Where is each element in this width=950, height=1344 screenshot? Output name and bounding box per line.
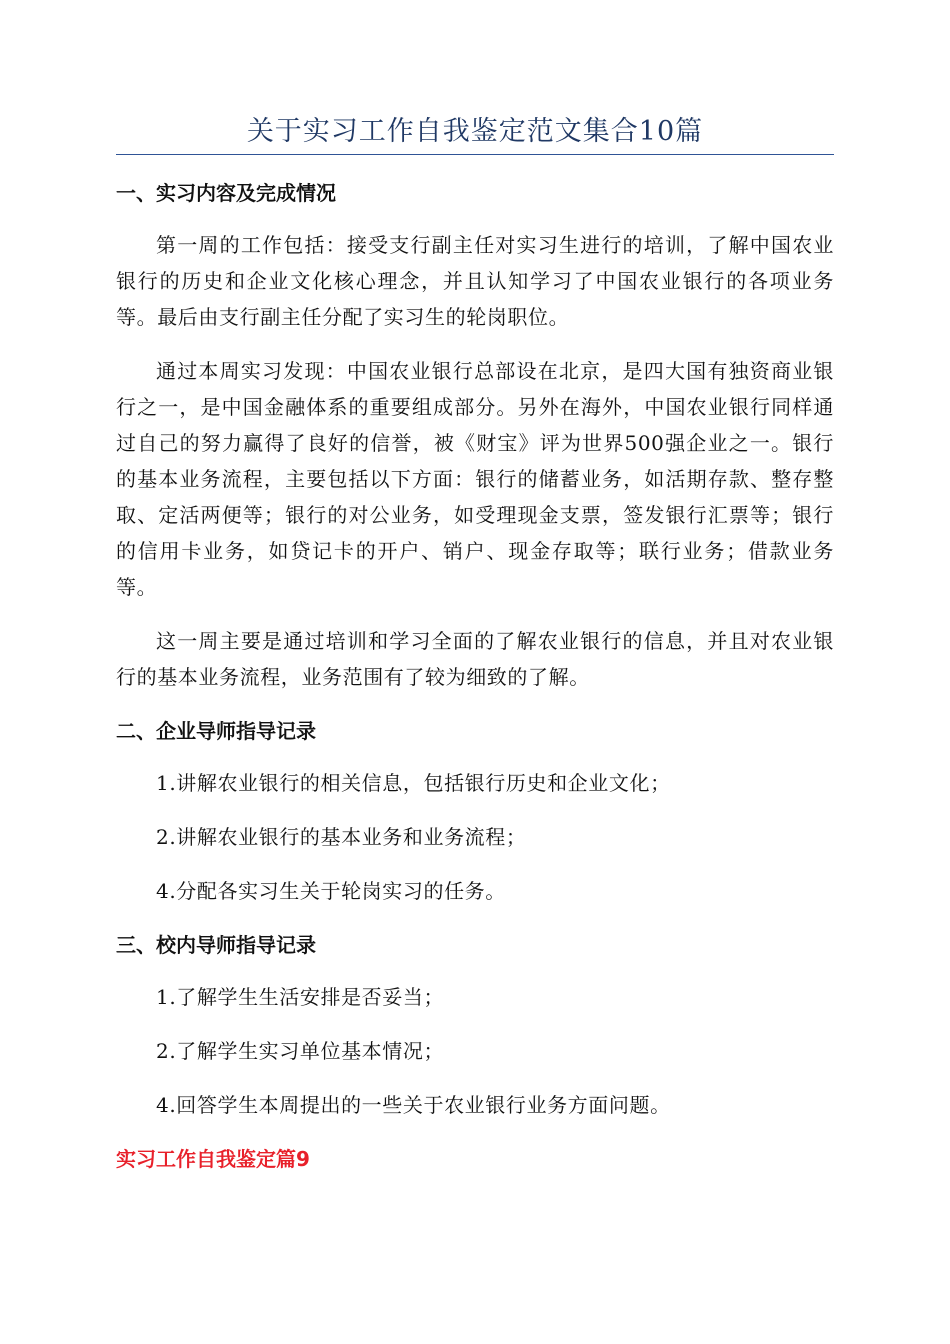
list-item: 2.讲解农业银行的基本业务和业务流程；: [156, 825, 527, 849]
paragraph: 这一周主要是通过培训和学习全面的了解农业银行的信息，并且对农业银行的基本业务流程，业务范围有了较为细致的了解。: [116, 629, 834, 689]
section-heading-1: 一、实习内容及完成情况: [116, 181, 336, 205]
section-heading-2: 二、企业导师指导记录: [116, 719, 316, 743]
list-item: 1.了解学生生活安排是否妥当；: [156, 985, 445, 1009]
list-item: 1.讲解农业银行的相关信息，包括银行历史和企业文化；: [156, 771, 671, 795]
title-underline: [116, 154, 834, 155]
document-title: 关于实习工作自我鉴定范文集合10篇: [246, 116, 704, 147]
list-item: 4.回答学生本周提出的一些关于农业银行业务方面问题。: [156, 1093, 671, 1117]
document-body: [116, 175, 834, 1193]
paragraph: 通过本周实习发现：中国农业银行总部设在北京，是四大国有独资商业银行之一，是中国金融体系的重要组成部分。另外在海外，中国农业银行同样通过自己的努力赢得了良好的信誉，被《财宝》评为世界500强企业之一。银行的基本业务流程，主要包括以下方面：银行的储蓄业务，如活期存款、整存整取、定活两便等；银行的对公业务，如受理现金支票，签发银行汇票等；银行的信用卡业务，如贷记卡的开户、销户、现金存取等；联行业务；借款业务等。: [116, 359, 834, 599]
section-heading-3: 三、校内导师指导记录: [116, 933, 316, 957]
next-article-heading: 实习工作自我鉴定篇9: [116, 1147, 310, 1171]
list-item: 4.分配各实习生关于轮岗实习的任务。: [156, 879, 506, 903]
paragraph: 第一周的工作包括：接受支行副主任对实习生进行的培训，了解中国农业银行的历史和企业文化核心理念，并且认知学习了中国农业银行的各项业务等。最后由支行副主任分配了实习生的轮岗职位。: [116, 233, 834, 329]
list-item: 2.了解学生实习单位基本情况；: [156, 1039, 445, 1063]
